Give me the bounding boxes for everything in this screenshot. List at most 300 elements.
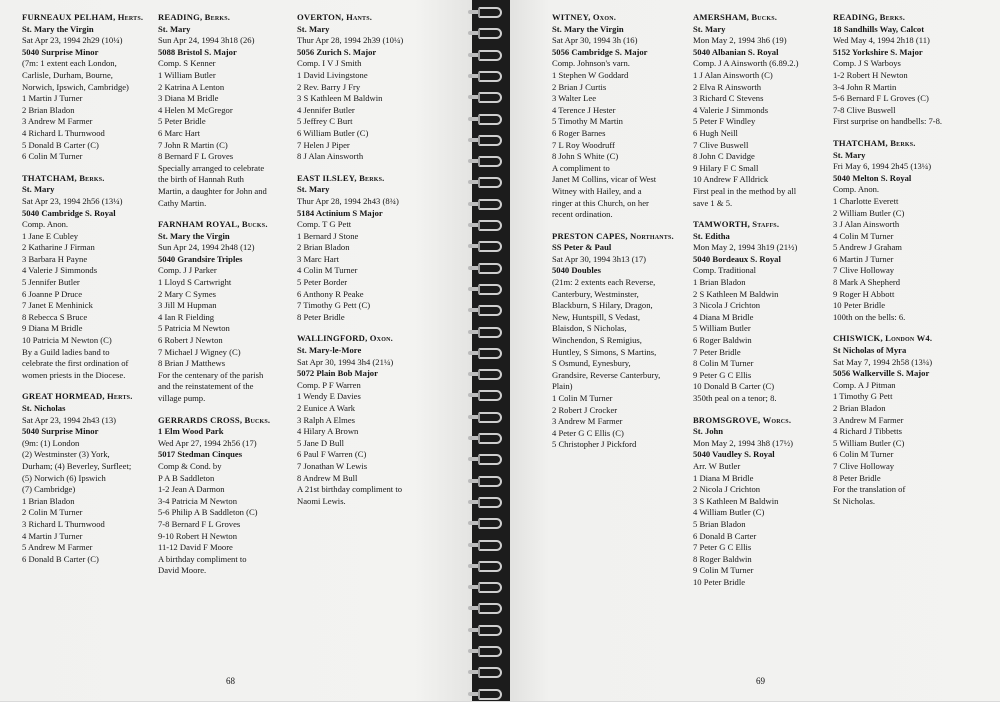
ringer-line: 6 Donald B Carter (C)	[22, 553, 99, 564]
ringer-line: 6 Paul F Warren (C)	[297, 449, 367, 460]
ringer-line: 5 Andrew M Farmer	[22, 542, 93, 553]
ringer-line: 8 John S White (C)	[552, 151, 619, 162]
peal-place: FARNHAM ROYAL, Bucks.	[158, 219, 268, 230]
binding-ring	[472, 475, 510, 489]
peal-detail: Comp. Johnson's varn.	[552, 58, 630, 69]
ringer-line: 5 Jennifer Butler	[22, 277, 80, 288]
peal-detail: (7m: 1 extent each London,	[22, 58, 117, 69]
peal-note: A birthday compliment to	[158, 553, 247, 564]
peal-detail: (2) Westminster (3) York,	[22, 449, 110, 460]
ringer-line: 3 Marc Hart	[297, 253, 339, 264]
ringer-line: 3 J Alan Ainsworth	[833, 219, 900, 230]
ringer-line: 8 Mark A Shepherd	[833, 277, 901, 288]
peal-note: 100th on the bells: 6.	[833, 311, 906, 322]
peal-note: For the centenary of the parish	[158, 369, 264, 380]
peal-detail: Comp. Anon.	[22, 219, 69, 230]
left-column-2	[158, 12, 270, 587]
peal-place: CHISWICK, London W4.	[833, 333, 933, 344]
peal-note: Specially arranged to celebrate	[158, 162, 265, 173]
ringer-line: 9 Colin M Turner	[693, 565, 754, 576]
ringer-line: 3 Richard C Stevens	[693, 93, 764, 104]
ringer-line: 3 Andrew M Farmer	[833, 414, 904, 425]
ringer-line: 10 Peter Bridle	[833, 300, 886, 311]
peal-detail: Plain)	[552, 381, 573, 392]
ringer-line: 4 Martin J Turner	[22, 530, 83, 541]
ringer-line: 10 Peter Bridle	[693, 576, 746, 587]
peal-church: St. Mary-le-More	[297, 345, 362, 356]
peal-church: St. Mary	[297, 184, 330, 195]
ringer-line: 4 Richard L Thurnwood	[22, 127, 105, 138]
peal-note: A compliment to	[552, 162, 610, 173]
ringer-line: 6 Marc Hart	[158, 127, 200, 138]
ringer-line: 5 Brian Bladon	[693, 518, 746, 529]
ringer-line: 2 Rev. Barry J Fry	[297, 81, 361, 92]
peal-place: PRESTON CAPES, Northants.	[552, 230, 674, 241]
peal-place: GREAT HORMEAD, Herts.	[22, 391, 133, 402]
peal-entry	[297, 333, 403, 507]
peal-church: St. Mary the Virgin	[22, 23, 94, 34]
ringer-line: 1 David Livingstone	[297, 69, 368, 80]
ringer-line: 8 Roger Baldwin	[693, 553, 752, 564]
ringer-line: 6 Robert J Newton	[158, 335, 223, 346]
ringer-line: 3-4 John R Martin	[833, 81, 897, 92]
peal-detail: S Osmund, Eynesbury,	[552, 358, 631, 369]
peal-church: St. Mary	[158, 23, 191, 34]
ringer-line: 5-6 Philip A B Saddleton (C)	[158, 507, 258, 518]
peal-detail: (9m: (1) London	[22, 437, 80, 448]
ringer-line: 2 Nicola J Crichton	[693, 484, 761, 495]
ringer-line: 1-2 Jean A Darmon	[158, 484, 225, 495]
peal-method: 5152 Yorkshire S. Major	[833, 46, 923, 57]
peal-church: 18 Sandhills Way, Calcot	[833, 23, 925, 34]
binding-ring	[472, 411, 510, 425]
ringer-line: 9-10 Robert H Newton	[158, 530, 238, 541]
peal-method: 5040 Grandsire Triples	[158, 253, 243, 264]
ringer-line: 7 Helen J Piper	[297, 139, 350, 150]
peal-place: WITNEY, Oxon.	[552, 12, 617, 22]
binding-ring	[472, 91, 510, 105]
peal-date: Wed Apr 27, 1994 2h56 (17)	[158, 437, 257, 448]
peal-method: 5040 Bordeaux S. Royal	[693, 253, 781, 264]
peal-entry	[833, 138, 942, 324]
peal-entry	[693, 219, 799, 405]
ringer-line: 6 Joanne P Druce	[22, 288, 83, 299]
ringer-line: 2 Katrina A Lenton	[158, 81, 225, 92]
ringer-line: 8 Peter Bridle	[297, 311, 345, 322]
ringer-line: 7 Jonathan W Lewis	[297, 460, 368, 471]
ringer-line: 5 Peter F Windley	[693, 116, 756, 127]
peal-detail: Comp. J A Ainsworth (6.89.2.)	[693, 58, 799, 69]
binding-ring	[472, 624, 510, 638]
ringer-line: 2 William Butler (C)	[833, 207, 905, 218]
ringer-line: 5-6 Bernard F L Groves (C)	[833, 93, 929, 104]
ringer-line: 8 Peter Bridle	[833, 472, 881, 483]
peal-note: Naomi Lewis.	[297, 495, 346, 506]
ringer-line: 4 Valerie J Simmonds	[22, 265, 98, 276]
ringer-line: 7 Peter Bridle	[693, 346, 741, 357]
ringer-line: 6 Roger Barnes	[552, 127, 606, 138]
ringer-line: 10 Donald B Carter (C)	[693, 381, 775, 392]
ringer-line: 9 Peter G C Ellis	[693, 369, 752, 380]
binding-ring	[472, 155, 510, 169]
ringer-line: 3 Nicola J Crichton	[693, 300, 761, 311]
ringer-line: 9 Diana M Bridle	[22, 323, 83, 334]
peal-church: St. Nicholas	[22, 403, 66, 413]
peal-place: THATCHAM, Berks.	[22, 172, 105, 183]
ringer-line: 5 Christopher J Pickford	[552, 439, 637, 450]
binding-ring	[472, 389, 510, 403]
peal-date: Sat Apr 23, 1994 2h56 (13¼)	[22, 195, 123, 206]
binding-ring	[472, 240, 510, 254]
peal-entry	[833, 333, 942, 507]
peal-church: St. Mary the Virgin	[552, 23, 624, 34]
ringer-line: 2 Brian J Curtis	[552, 81, 607, 92]
binding-ring	[472, 688, 510, 702]
ringer-line: 9 Roger H Abbott	[833, 288, 895, 299]
binding-ring	[472, 134, 510, 148]
peal-entry	[22, 391, 143, 565]
peal-detail: Comp. S Kenner	[158, 58, 216, 69]
ringer-line: 7 Clive Holloway	[833, 460, 895, 471]
peal-method: 5040 Cambridge S. Royal	[22, 207, 116, 218]
peal-detail: Comp. Traditional	[693, 265, 757, 276]
peal-detail: Durham; (4) Beverley, Surfleet;	[22, 460, 132, 471]
peal-method: 5184 Actinium S Major	[297, 207, 383, 218]
ringer-line: 1 Stephen W Goddard	[552, 69, 629, 80]
ringer-line: 5 Peter Border	[297, 277, 348, 288]
peal-detail: Comp. I V J Smith	[297, 58, 362, 69]
right-column-2	[693, 12, 799, 599]
ringer-line: 4 Ian R Fielding	[158, 311, 215, 322]
ringer-line: 4 Diana M Bridle	[693, 311, 754, 322]
binding-ring	[472, 560, 510, 574]
binding-ring	[472, 198, 510, 212]
ringer-line: 1 Colin M Turner	[552, 393, 613, 403]
ringer-line: 2 Brian Bladon	[297, 242, 350, 253]
peal-place: BROMSGROVE, Worcs.	[693, 414, 792, 425]
binding-ring	[472, 645, 510, 659]
ringer-line: 3-4 Patricia M Newton	[158, 495, 237, 506]
ringer-line: 5 Jeffrey C Burt	[297, 116, 353, 127]
peal-detail: (7) Cambridge)	[22, 484, 76, 495]
left-column-1	[22, 12, 143, 575]
peal-church: St. Mary	[693, 23, 726, 34]
peal-detail: Comp & Cond. by	[158, 460, 222, 471]
peal-note: First surprise on handbells: 7-8.	[833, 116, 943, 127]
binding-ring	[472, 326, 510, 340]
peal-date: Fri May 6, 1994 2h45 (13¼)	[833, 161, 932, 172]
peal-note: celebrate the first ordination of	[22, 358, 129, 369]
peal-detail: Blackburn, S Hilary, Dragon,	[552, 300, 653, 311]
peal-detail: Comp. P F Warren	[297, 379, 361, 390]
ringer-line: 3 Ralph A Elmes	[297, 414, 356, 425]
peal-place: READING, Berks.	[158, 12, 231, 22]
peal-date: Wed May 4, 1994 2h18 (11)	[833, 35, 930, 46]
ringer-line: 3 Barbara H Payne	[22, 253, 88, 264]
ringer-line: 5 Timothy M Martin	[552, 116, 623, 127]
peal-entry	[297, 173, 403, 324]
ringer-line: 2 Robert J Crocker	[552, 404, 618, 415]
peal-place: READING, Berks.	[833, 12, 906, 22]
peal-note: 350th peal on a tenor; 8.	[693, 393, 777, 403]
peal-date: Sun Apr 24, 1994 2h48 (12)	[158, 242, 255, 253]
ringer-line: 2 Katharine J Firman	[22, 242, 95, 253]
peal-note: David Moore.	[158, 565, 207, 576]
peal-entry	[297, 12, 403, 163]
peal-note: Witney with Hailey, and a	[552, 185, 642, 196]
peal-church: St. Mary	[22, 184, 55, 195]
ringer-line: 2 Eunice A Wark	[297, 403, 356, 413]
peal-place: FURNEAUX PELHAM, Herts.	[22, 12, 144, 22]
ringer-line: 1 Martin J Turner	[22, 93, 83, 104]
ringer-line: 1 Brian Bladon	[22, 495, 75, 506]
peal-method: 5040 Vaudley S. Royal	[693, 449, 775, 460]
ringer-line: 3 S Kathleen M Baldwin	[297, 93, 383, 104]
peal-place: OVERTON, Hants.	[297, 12, 373, 22]
ringer-line: 6 Donald B Carter	[693, 530, 757, 541]
ringer-line: 8 Colin M Turner	[693, 358, 754, 369]
peal-entry	[22, 12, 143, 163]
peal-note: ringer at this Church, on her	[552, 197, 649, 208]
peal-church: St. Mary	[297, 23, 330, 34]
ringer-line: 6 Colin M Turner	[22, 151, 83, 162]
ringer-line: 2 Brian Bladon	[22, 104, 75, 115]
ringer-line: 3 Richard L Thurnwood	[22, 518, 105, 529]
peal-church: St. John	[693, 426, 724, 437]
peal-entry	[552, 231, 674, 451]
peal-date: Thur Apr 28, 1994 2h39 (10¼)	[297, 35, 404, 46]
ringer-line: 5 Patricia M Newton	[158, 323, 230, 334]
peal-method: 5040 Surprise Minor	[22, 426, 99, 437]
ringer-line: 6 Roger Baldwin	[693, 335, 752, 346]
ringer-line: 4 Richard J Tibbetts	[833, 426, 902, 437]
peal-detail: Arr. W Butler	[693, 460, 741, 471]
ringer-line: 7 Timothy G Pett (C)	[297, 300, 371, 311]
peal-place: AMERSHAM, Bucks.	[693, 12, 778, 22]
peal-date: Sat Apr 30, 1994 3h (16)	[552, 35, 638, 46]
ringer-line: 1 Lloyd S Cartwright	[158, 277, 232, 288]
peal-date: Sat Apr 23, 1994 2h43 (13)	[22, 414, 117, 425]
ringer-line: 2 Colin M Turner	[22, 507, 83, 518]
ringer-line: 4 Jennifer Butler	[297, 104, 355, 115]
peal-date: Sat Apr 23, 1994 2h29 (10¼)	[22, 35, 123, 46]
ringer-line: 7 Clive Buswell	[693, 139, 749, 150]
peal-detail: P A B Saddleton	[158, 472, 215, 483]
ringer-line: 4 Helen M McGregor	[158, 104, 233, 115]
binding-ring	[472, 70, 510, 84]
peal-note: save 1 & 5.	[693, 197, 733, 208]
peal-note: First peal in the method by all	[693, 185, 797, 196]
ringer-line: 5 William Butler	[693, 323, 751, 334]
peal-note: By a Guild ladies band to	[22, 346, 110, 357]
ringer-line: 2 Brian Bladon	[833, 403, 886, 413]
peal-church: 1 Elm Wood Park	[158, 426, 224, 437]
peal-detail: Grandsire, Reverse Canterbury,	[552, 369, 661, 380]
binding-ring	[472, 453, 510, 467]
peal-date: Sun Apr 24, 1994 3h18 (26)	[158, 35, 255, 46]
ringer-line: 9 Hilary F C Small	[693, 162, 759, 173]
peal-church: SS Peter & Paul	[552, 242, 612, 253]
left-page	[0, 0, 472, 701]
peal-entry	[552, 12, 674, 221]
ringer-line: 7-8 Clive Buswell	[833, 104, 896, 115]
binding-ring	[472, 368, 510, 382]
peal-church: St. Mary the Virgin	[158, 230, 230, 241]
peal-detail: Huntley, S Simons, S Martins,	[552, 346, 657, 357]
ringer-line: 8 Bernard F L Groves	[158, 151, 234, 162]
peal-entry	[693, 415, 799, 589]
peal-detail: (21m: 2 extents each Reverse,	[552, 277, 656, 288]
binding-ring	[472, 602, 510, 616]
peal-method: 5056 Walkerville S. Major	[833, 368, 930, 379]
peal-date: Mon May 2, 1994 3h19 (21½)	[693, 242, 798, 253]
ringer-line: 1 William Butler	[158, 69, 216, 80]
peal-entry	[158, 12, 270, 209]
ringer-line: 3 Andrew M Farmer	[552, 416, 623, 427]
ringer-line: 6 Anthony R Peake	[297, 288, 364, 299]
ringer-line: 10 Andrew F Alldrick	[693, 174, 769, 185]
peal-note: Janet M Collins, vicar of West	[552, 174, 657, 185]
peal-note: women priests in the Diocese.	[22, 369, 126, 380]
peal-method: 5056 Zurich S. Major	[297, 46, 377, 57]
right-page	[510, 0, 1000, 701]
peal-method: 5056 Cambridge S. Major	[552, 46, 648, 57]
peal-method: 5017 Stedman Cinques	[158, 449, 243, 460]
ringer-line: 8 J Alan Ainsworth	[297, 151, 364, 162]
ringer-line: 8 Rebecca S Bruce	[22, 311, 88, 322]
peal-method: 5040 Doubles	[552, 265, 601, 276]
peal-date: Thur Apr 28, 1994 2h43 (8¾)	[297, 195, 399, 206]
binding-ring	[472, 219, 510, 233]
ringer-line: 10 Patricia M Newton (C)	[22, 335, 112, 346]
ringer-line: 7 John R Martin (C)	[158, 139, 228, 150]
page-number-left: 68	[226, 676, 235, 686]
ringer-line: 4 Valerie J Simmonds	[693, 104, 769, 115]
peal-detail: Blaisdon, S Nicholas,	[552, 323, 627, 334]
ringer-line: 4 Terence J Hester	[552, 104, 616, 115]
ringer-line: 6 Colin M Turner	[833, 449, 894, 460]
ringer-line: 1 J Alan Ainsworth (C)	[693, 69, 773, 80]
peal-detail: Canterbury, Westminster,	[552, 288, 639, 299]
ringer-line: 3 Walter Lee	[552, 93, 597, 104]
peal-detail: New, Huntspill, S Vedast,	[552, 311, 641, 322]
peal-note: the birth of Hannah Ruth	[158, 174, 244, 185]
peal-detail: Winchendon, S Remigius,	[552, 335, 642, 346]
ringer-line: 4 Colin M Turner	[297, 265, 358, 276]
peal-detail: Comp. J J Parker	[158, 265, 217, 276]
ringer-line: 1 Brian Bladon	[693, 277, 746, 288]
peal-date: Sat Apr 30, 1994 3h13 (17)	[552, 253, 647, 264]
ringer-line: 5 William Butler (C)	[833, 437, 905, 448]
ringer-line: 6 Hugh Neill	[693, 127, 738, 138]
ringer-line: 5 Jane D Bull	[297, 437, 345, 448]
peal-place: GERRARDS CROSS, Bucks.	[158, 414, 271, 425]
binding-ring	[472, 6, 510, 20]
peal-date: Sat Apr 30, 1994 3h4 (21¼)	[297, 356, 394, 367]
ringer-line: 5 Donald B Carter (C)	[22, 139, 99, 150]
right-column-3	[833, 12, 942, 517]
ringer-line: 1-2 Robert H Newton	[833, 69, 908, 80]
ringer-line: 1 Timothy G Pett	[833, 391, 893, 402]
ringer-line: 1 Bernard J Stone	[297, 230, 359, 241]
ringer-line: 7 L Roy Woodruff	[552, 139, 615, 150]
peal-date: Mon May 2, 1994 3h8 (17½)	[693, 437, 794, 448]
peal-method: 5040 Melton S. Royal	[833, 172, 912, 183]
peal-church: St. Mary	[833, 149, 866, 160]
spiral-binding	[472, 0, 510, 701]
page-number-right: 69	[756, 676, 765, 686]
ringer-line: 1 Charlotte Everett	[833, 195, 899, 206]
ringer-line: 8 John C Davidge	[693, 151, 755, 162]
peal-date: Mon May 2, 1994 3h6 (19)	[693, 35, 787, 46]
ringer-line: 11-12 David F Moore	[158, 542, 233, 553]
peal-note: recent ordination.	[552, 209, 613, 220]
ringer-line: 8 Andrew M Bull	[297, 472, 358, 483]
peal-entry	[833, 12, 942, 128]
ringer-line: 5 Andrew J Graham	[833, 242, 902, 253]
peal-detail: Comp. A J Pitman	[833, 379, 896, 390]
peal-note: For the translation of	[833, 484, 906, 495]
binding-ring	[472, 581, 510, 595]
peal-note: Cathy Martin.	[158, 197, 207, 208]
peal-place: TAMWORTH, Staffs.	[693, 219, 780, 230]
binding-ring	[472, 176, 510, 190]
binding-ring	[472, 517, 510, 531]
ringer-line: 1 Diana M Bridle	[693, 472, 754, 483]
ringer-line: 7 Clive Holloway	[833, 265, 895, 276]
ringer-line: 3 Jill M Hupman	[158, 300, 217, 311]
peal-detail: Comp. Anon.	[833, 184, 880, 195]
peal-method: 5088 Bristol S. Major	[158, 46, 237, 57]
peal-date: Sat May 7, 1994 2h58 (13¼)	[833, 356, 933, 367]
ringer-line: 1 Jane E Cubley	[22, 230, 79, 241]
right-column-1	[552, 12, 674, 461]
ringer-line: 1 Wendy E Davies	[297, 391, 361, 402]
peal-entry	[158, 415, 270, 577]
peal-detail: Norwich, Ipswich, Cambridge)	[22, 81, 129, 92]
binding-ring	[472, 304, 510, 318]
peal-note: St Nicholas.	[833, 495, 876, 506]
peal-note: Martin, a daughter for John and	[158, 185, 267, 196]
ringer-line: 4 Colin M Turner	[833, 230, 894, 241]
binding-ring	[472, 49, 510, 63]
peal-method: 5040 Surprise Minor	[22, 46, 99, 57]
peal-church: St Nicholas of Myra	[833, 345, 907, 356]
peal-detail: Comp. T G Pett	[297, 219, 352, 230]
ringer-line: 6 Martin J Turner	[833, 253, 894, 264]
peal-place: WALLINGFORD, Oxon.	[297, 333, 393, 344]
ringer-line: 7 Peter G C Ellis	[693, 542, 752, 553]
peal-note: and the reinstatement of the	[158, 381, 254, 392]
ringer-line: 8 Brian J Matthews	[158, 358, 226, 369]
peal-note: A 21st birthday compliment to	[297, 484, 403, 495]
peal-note: village pump.	[158, 393, 206, 403]
peal-place: EAST ILSLEY, Berks.	[297, 172, 385, 183]
peal-detail: Carlisle, Durham, Bourne,	[22, 69, 113, 80]
binding-ring	[472, 27, 510, 41]
peal-detail: (5) Norwich (6) Ipswich	[22, 472, 106, 483]
ringer-line: 7 Michael J Wigney (C)	[158, 346, 241, 357]
binding-ring	[472, 283, 510, 297]
binding-ring	[472, 496, 510, 510]
binding-ring	[472, 262, 510, 276]
ringer-line: 7-8 Bernard F L Groves	[158, 518, 241, 529]
ringer-line: 4 Peter G C Ellis (C)	[552, 427, 624, 438]
binding-ring	[472, 666, 510, 680]
peal-detail: Comp. J S Warboys	[833, 58, 901, 69]
ringer-line: 2 Mary C Symes	[158, 288, 217, 299]
binding-ring	[472, 539, 510, 553]
